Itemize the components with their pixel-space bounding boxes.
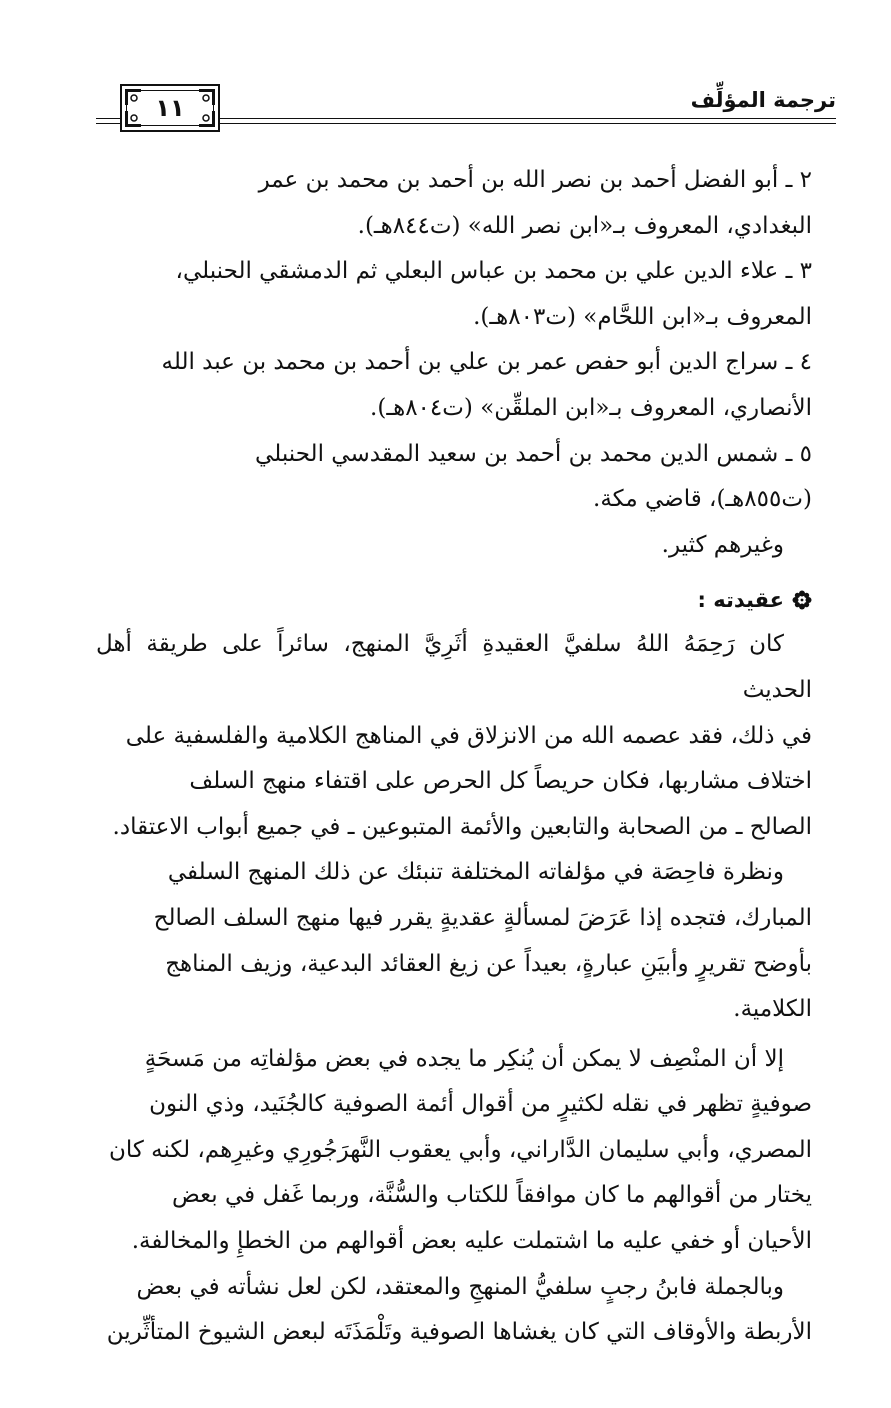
corner-ornament-icon	[124, 110, 142, 128]
teacher-entry-line: ٤ ـ سراج الدين أبو حفص عمر بن علي بن أحمد بن محمد بن عبد الله	[161, 349, 812, 376]
teacher-entry-line: البغدادي، المعروف بـ«ابن نصر الله» (ت٨٤٤هـ).	[357, 212, 812, 239]
others-note: وغيرهم كثير.	[661, 531, 784, 558]
teacher-entry-line: ٣ ـ علاء الدين علي بن محمد بن عباس البعلي ثم الدمشقي الحنبلي،	[175, 258, 812, 285]
teacher-entry-line: الأنصاري، المعروف بـ«ابن الملقِّن» (ت٨٠٤هـ).	[370, 394, 812, 421]
corner-ornament-icon	[124, 88, 142, 106]
teacher-entry-line: (ت٨٥٥هـ)، قاضي مكة.	[593, 486, 812, 513]
paragraph	[96, 850, 812, 1032]
paragraph	[96, 1265, 812, 1356]
paragraph-line: في ذلك، فقد عصمه الله من الانزلاق في المناهج الكلامية والفلسفية على	[125, 722, 812, 749]
corner-ornament-icon	[198, 110, 216, 128]
paragraph-line: الأحيان أو خفي عليه ما اشتملت عليه بعض أقوالهم من الخطإِ والمخالفة.	[131, 1228, 812, 1255]
page-number-frame	[120, 84, 220, 132]
paragraph	[96, 1037, 812, 1265]
teacher-entry-line: المعروف بـ«ابن اللحَّام» (ت٨٠٣هـ).	[473, 303, 812, 330]
page-number: ١١	[155, 94, 185, 122]
paragraph-line: كان رَحِمَهُ اللهُ سلفيَّ العقيدةِ أثَرِيَّ المنهج، سائراً على طريقة أهل الحديث	[96, 631, 812, 703]
paragraph	[96, 622, 812, 850]
paragraph-line: المبارك، فتجده إذا عَرَضَ لمسألةٍ عقديةٍ يقرر فيها منهج السلف الصالح	[153, 904, 812, 931]
paragraph-line: صوفيةٍ تظهر في نقله لكثيرٍ من أقوال أئمة الصوفية كالجُنَيد، وذي النون	[149, 1091, 812, 1118]
paragraph-line: وبالجملة فابنُ رجبٍ سلفيُّ المنهجِ والمعتقد، لكن لعل نشأته في بعض	[136, 1273, 784, 1300]
teacher-entry-line: ٢ ـ أبو الفضل أحمد بن نصر الله بن أحمد بن محمد بن عمر	[258, 167, 812, 193]
paragraph-line: يختار من أقوالهم ما كان موافقاً للكتاب والسُّنَّة، وربما غَفل في بعض	[171, 1182, 812, 1209]
running-title: ترجمة المؤلِّف	[690, 88, 836, 112]
paragraph-line: الكلامية.	[733, 996, 812, 1023]
page-header	[96, 84, 836, 134]
paragraph-line: اختلاف مشاربها، فكان حريصاً كل الحرص على اقتفاء منهج السلف	[189, 768, 812, 795]
paragraph-line: ونظرة فاحِصَة في مؤلفاته المختلفة تنبئك عن ذلك المنهج السلفي	[167, 859, 784, 886]
corner-ornament-icon	[198, 88, 216, 106]
teacher-entry-line: ٥ ـ شمس الدين محمد بن أحمد بن سعيد المقدسي الحنبلي	[255, 440, 812, 467]
paragraph-line: المصري، وأبي سليمان الدَّاراني، وأبي يعقوب النَّهرَجُورِي وغيرِهم، لكنه كان	[108, 1136, 812, 1163]
paragraph-line: بأوضح تقريرٍ وأبيَنِ عبارةٍ، بعيداً عن زيغ العقائد البدعية، وزيف المناهج	[165, 950, 812, 977]
flower-ornament-icon	[792, 590, 812, 610]
teacher-entry	[96, 249, 812, 340]
teacher-entry	[96, 432, 812, 523]
section-heading	[96, 578, 812, 622]
paragraph-line: الصالح ـ من الصحابة والتابعين والأئمة المتبوعين ـ في جميع أبواب الاعتقاد.	[112, 813, 812, 840]
paragraph-line: إلا أن المنْصِف لا يمكن أن يُنكِر ما يجده في بعض مؤلفاتِه من مَسحَةٍ	[144, 1045, 784, 1072]
page-body	[96, 158, 812, 1356]
paragraph-line: الأربطة والأوقاف التي كان يغشاها الصوفية وتَلْمَذَتَه لبعض الشيوخ المتأثِّرين	[106, 1319, 812, 1346]
teacher-entry	[96, 340, 812, 431]
section-heading-text: عقيدته :	[697, 588, 784, 613]
teacher-entry	[96, 158, 812, 249]
